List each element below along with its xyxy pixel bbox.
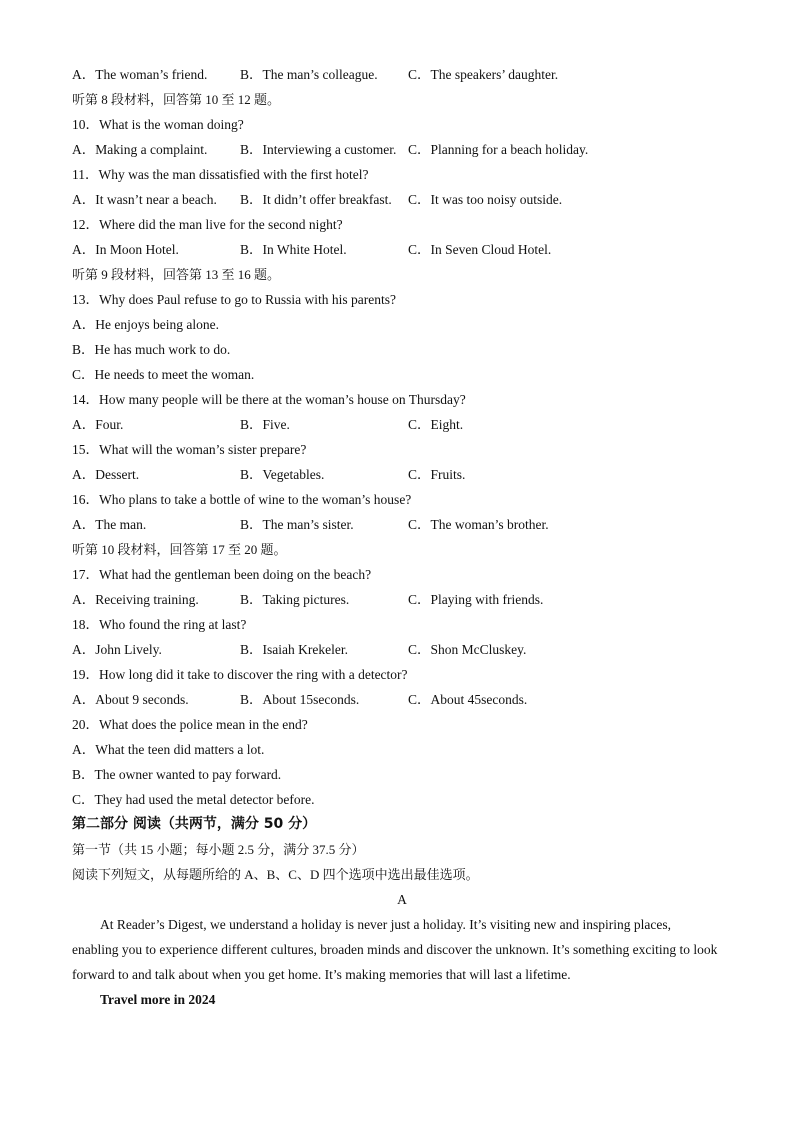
q16-option-c: C．The woman’s brother.: [408, 517, 549, 532]
q9-option-c: C．The speakers’ daughter.: [408, 67, 559, 82]
q15-option-a: A．Dessert.: [72, 467, 140, 482]
q17-stem: 17．What had the gentleman been doing on the beach?: [72, 567, 372, 582]
q11-option-a: A．It wasn’t near a beach.: [72, 192, 217, 207]
q20-option-c: C．They had used the metal detector before.: [72, 792, 315, 807]
q17-option-c: C．Playing with friends.: [408, 592, 544, 607]
q14-option-c: C．Eight.: [408, 417, 464, 432]
exam-page: [72, 62, 732, 1012]
q19-options: [72, 687, 732, 712]
reading-instruction: 阅读下列短文，从每题所给的 A、B、C、D 四个选项中选出最佳选项。: [72, 867, 479, 882]
q18-option-b: B．Isaiah Krekeler.: [240, 642, 348, 657]
segment-10-instruction: 听第 10 段材料，回答第 17 至 20 题。: [72, 542, 287, 557]
q9-option-b: B．The man’s colleague.: [240, 67, 378, 82]
section-1-heading: 第一节（共 15 小题；每小题 2.5 分，满分 37.5 分）: [72, 842, 365, 857]
q14-option-b: B．Five.: [240, 417, 290, 432]
q10-options: [72, 137, 732, 162]
q16-option-a: A．The man.: [72, 517, 147, 532]
q11-option-c: C．It was too noisy outside.: [408, 192, 563, 207]
q20-option-a: A．What the teen did matters a lot.: [72, 742, 265, 757]
q15-options: [72, 462, 732, 487]
q11-options: [72, 187, 732, 212]
q10-option-b: B．Interviewing a customer.: [240, 142, 397, 157]
q10-option-a: A．Making a complaint.: [72, 142, 208, 157]
part-2-heading: 第二部分 阅读（共两节，满分 50 分）: [72, 816, 317, 832]
q14-option-a: A．Four.: [72, 417, 124, 432]
q12-option-c: C．In Seven Cloud Hotel.: [408, 242, 552, 257]
q18-stem: 18．Who found the ring at last?: [72, 617, 247, 632]
q10-option-c: C．Planning for a beach holiday.: [408, 142, 589, 157]
segment-8-instruction: 听第 8 段材料，回答第 10 至 12 题。: [72, 92, 281, 107]
passage-paragraph: At Reader’s Digest, we understand a holiday is never just a holiday. It’s visiting new and inspiring places, enabling you to experience different cultures, broaden minds and discover the unknown. It’s something exciting to look forward to and talk about when you get home. It’s making memories that will last a lifetime.: [72, 917, 718, 982]
q17-option-b: B．Taking pictures.: [240, 592, 350, 607]
q13-option-a: A．He enjoys being alone.: [72, 317, 219, 332]
q19-stem: 19．How long did it take to discover the ring with a detector?: [72, 667, 408, 682]
q15-option-b: B．Vegetables.: [240, 467, 325, 482]
q14-options: [72, 412, 732, 437]
q19-option-c: C．About 45seconds.: [408, 692, 528, 707]
q17-option-a: A．Receiving training.: [72, 592, 199, 607]
q18-options: [72, 637, 732, 662]
q17-options: [72, 587, 732, 612]
q13-option-b: B．He has much work to do.: [72, 342, 231, 357]
q12-option-a: A．In Moon Hotel.: [72, 242, 179, 257]
q11-stem: 11．Why was the man dissatisfied with the first hotel?: [72, 167, 369, 182]
q9-option-a: A．The woman’s friend.: [72, 67, 208, 82]
q14-stem: 14．How many people will be there at the woman’s house on Thursday?: [72, 392, 466, 407]
passage-letter: A: [397, 892, 407, 907]
q13-stem: 13．Why does Paul refuse to go to Russia with his parents?: [72, 292, 396, 307]
q16-stem: 16．Who plans to take a bottle of wine to the woman’s house?: [72, 492, 412, 507]
q16-options: [72, 512, 732, 537]
q19-option-b: B．About 15seconds.: [240, 692, 360, 707]
passage-subheading: Travel more in 2024: [100, 992, 216, 1007]
q9-options: [72, 62, 732, 87]
q12-options: [72, 237, 732, 262]
q10-stem: 10．What is the woman doing?: [72, 117, 244, 132]
q15-option-c: C．Fruits.: [408, 467, 466, 482]
q15-stem: 15．What will the woman’s sister prepare?: [72, 442, 307, 457]
q13-option-c: C．He needs to meet the woman.: [72, 367, 255, 382]
q18-option-a: A．John Lively.: [72, 642, 162, 657]
q16-option-b: B．The man’s sister.: [240, 517, 354, 532]
q12-option-b: B．In White Hotel.: [240, 242, 347, 257]
q19-option-a: A．About 9 seconds.: [72, 692, 189, 707]
q20-stem: 20．What does the police mean in the end?: [72, 717, 308, 732]
q11-option-b: B．It didn’t offer breakfast.: [240, 192, 392, 207]
q18-option-c: C．Shon McCluskey.: [408, 642, 527, 657]
segment-9-instruction: 听第 9 段材料，回答第 13 至 16 题。: [72, 267, 281, 282]
q20-option-b: B．The owner wanted to pay forward.: [72, 767, 282, 782]
q12-stem: 12．Where did the man live for the second night?: [72, 217, 343, 232]
